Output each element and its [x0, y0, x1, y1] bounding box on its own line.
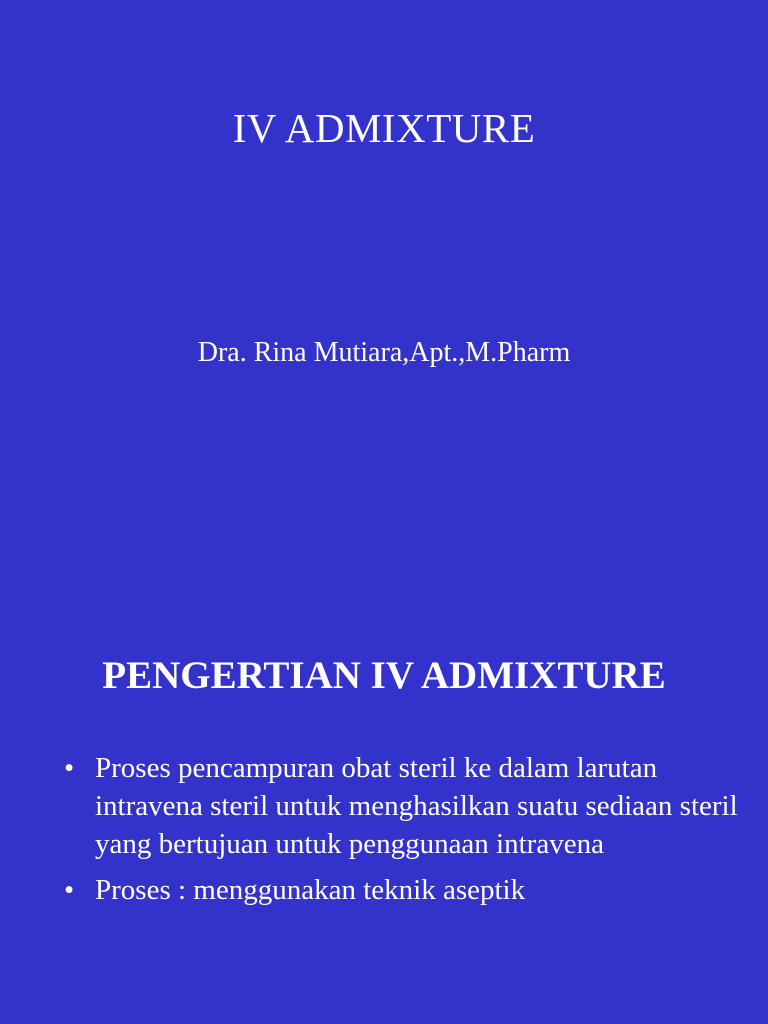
- bullet-text: Proses : menggunakan teknik aseptik: [95, 874, 526, 906]
- slide-1-title: IV ADMIXTURE: [232, 105, 536, 151]
- bullet-text: Proses pencampuran obat steril ke dalam larutan intravena steril untuk menghasilkan suatu sediaan steril yang bertujuan untuk penggunaan intravena: [95, 752, 738, 860]
- slide-1-author: Dra. Rina Mutiara,Apt.,M.Pharm: [197, 337, 571, 368]
- bullet-list: [60, 749, 740, 917]
- bullet-icon: •: [64, 874, 75, 906]
- list-item: [60, 871, 740, 909]
- list-item: [60, 749, 740, 863]
- slide-2-title: PENGERTIAN IV ADMIXTURE: [102, 654, 666, 697]
- bullet-icon: •: [64, 752, 75, 784]
- slide-2: [0, 600, 768, 1024]
